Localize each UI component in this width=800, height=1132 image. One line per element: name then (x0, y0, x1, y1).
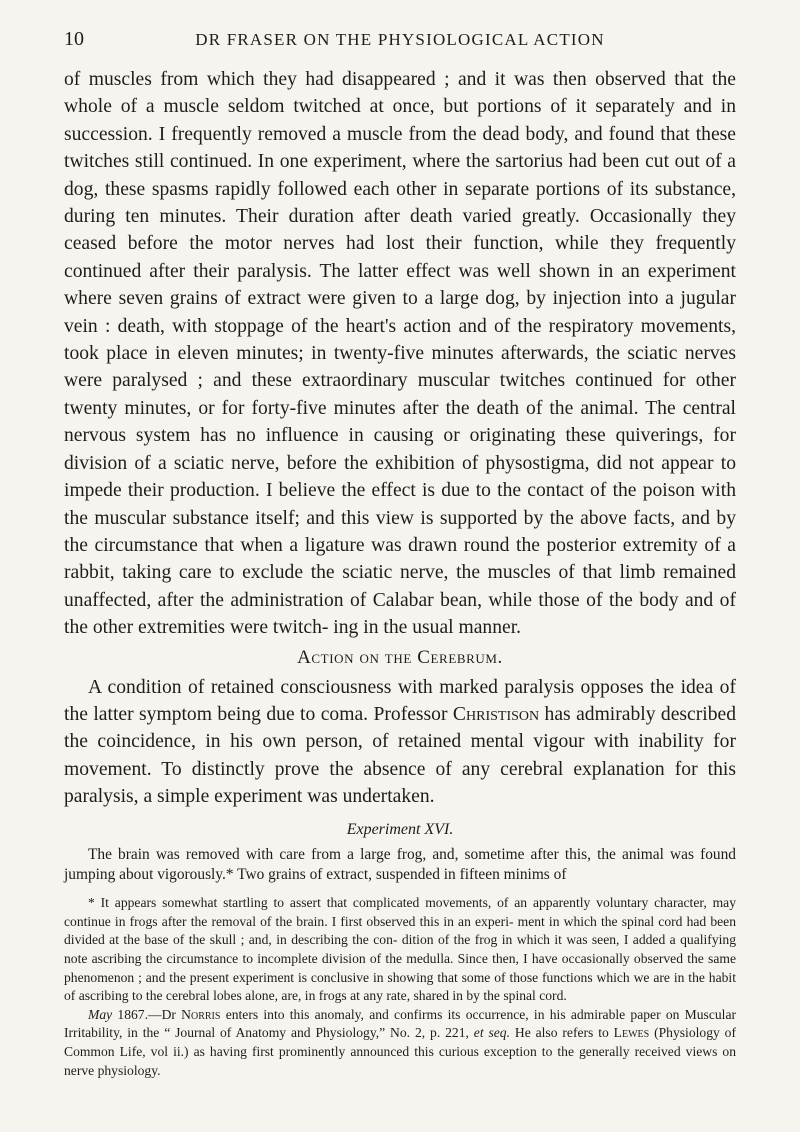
author-name-norris: Norris (181, 1006, 221, 1022)
footnote-2-text-d: (Physiology of Common Life, vol ii.) as having first prominently announced this curious exception to the generally received views on nerve physiology. (64, 1025, 736, 1078)
running-header (64, 28, 736, 56)
author-name-christison: Christison (452, 703, 540, 725)
footnote-2 (64, 1006, 736, 1080)
paragraph-consciousness-text-b: has admirably described the coincidence, in his own person, of retained mental vigour with inability for movement. To distinctly prove the absence of any cerebral explanation for this paralysis, a simple experiment was undertaken. (64, 703, 737, 808)
running-title: DR FRASER ON THE PHYSIOLOGICAL ACTION (195, 30, 605, 49)
page-number: 10 (64, 28, 84, 50)
footnote-1: * It appears somewhat startling to assert that complicated movements, of an apparently voluntary character, may continue in frogs after the removal of the brain. I first observed this in an experi- ment in which the spinal cord had been divided at the base of the skull ; and, in describing the con- dition of the frog in which it was seen, I added a qualifying note ascribing the circumstance to incomplete division of the medulla. Since then, I have occasionally observed the same phenomenon ; and the present experiment is conclusive in showing that some of those functions which we are in the habit of ascribing to the cerebral lobes alone, are, in frogs at any rate, shared in by the spinal cord. (64, 895, 736, 1004)
footnote-year: 1867. (112, 1006, 148, 1022)
paragraph-consciousness-text-a: A condition of retained consciousness with marked paralysis opposes the idea of the latter symptom being due to coma. Professor (64, 676, 736, 725)
footnote-date: May (88, 1006, 113, 1022)
footnote-2-text-c: He also refers to (510, 1025, 614, 1041)
footnote-et-seq: et seq. (473, 1025, 510, 1041)
footnote-2-text-a: —Dr (147, 1006, 182, 1022)
paragraph-experiment: The brain was removed with care from a large frog, and, sometime after this, the animal was found jumping about vigorously.* Two grains of extract, suspended in fifteen minims of (64, 845, 736, 884)
section-heading: Action on the Cerebrum. (297, 646, 503, 668)
paragraph-consciousness (64, 674, 736, 811)
experiment-heading: Experiment XVI. (346, 820, 454, 838)
paragraph-muscle-twitches: of muscles from which they had disappeared ; and it was then observed that the whole of a muscle seldom twitched at once, but portions of it separately and in succession. I frequently removed a muscle from the dead body, and found that these twitches still continued. In one experiment, where the sartorius had been cut out of a dog, these spasms rapidly followed each other in separate portions of its substance, during ten minutes. Their duration after death varied greatly. Occasionally they ceased before the motor nerves had lost their function, while they frequently continued after their paralysis. The latter effect was well shown in an experiment where seven grains of extract were given to a large dog, by injection into a jugular vein : death, with stoppage of the heart's action and of the respiratory movements, took place in eleven minutes; in twenty-five minutes afterwards, the sciatic nerves were paralysed ; and these extraordinary muscular twitches continued for other twenty minutes, or for forty-five minutes after the death of the animal. The central nervous system has no influence in causing or originating these quiverings, for division of a sciatic nerve, before the exhibition of physostigma, did not appear to impede their production. I believe the effect is due to the contact of the poison with the muscular substance itself; and this view is supported by the above facts, and by the circumstance that when a ligature was drawn round the posterior extremity of a rabbit, taking care to exclude the sciatic nerve, the muscles of that limb remained unaffected, after the administration of Calabar bean, while those of the body and of the other extremities were twitch- ing in the usual manner. (64, 69, 736, 639)
footnotes (64, 894, 736, 1080)
page-body (64, 66, 736, 1080)
author-name-lewes: Lewes (613, 1025, 650, 1041)
footnote-2-text-b: enters into this anomaly, and confirms its occurrence, in his admirable paper on Muscular Irritability, in the “ Journal of Anatomy and Physiology,” No. 2, p. 221, (64, 1006, 737, 1041)
